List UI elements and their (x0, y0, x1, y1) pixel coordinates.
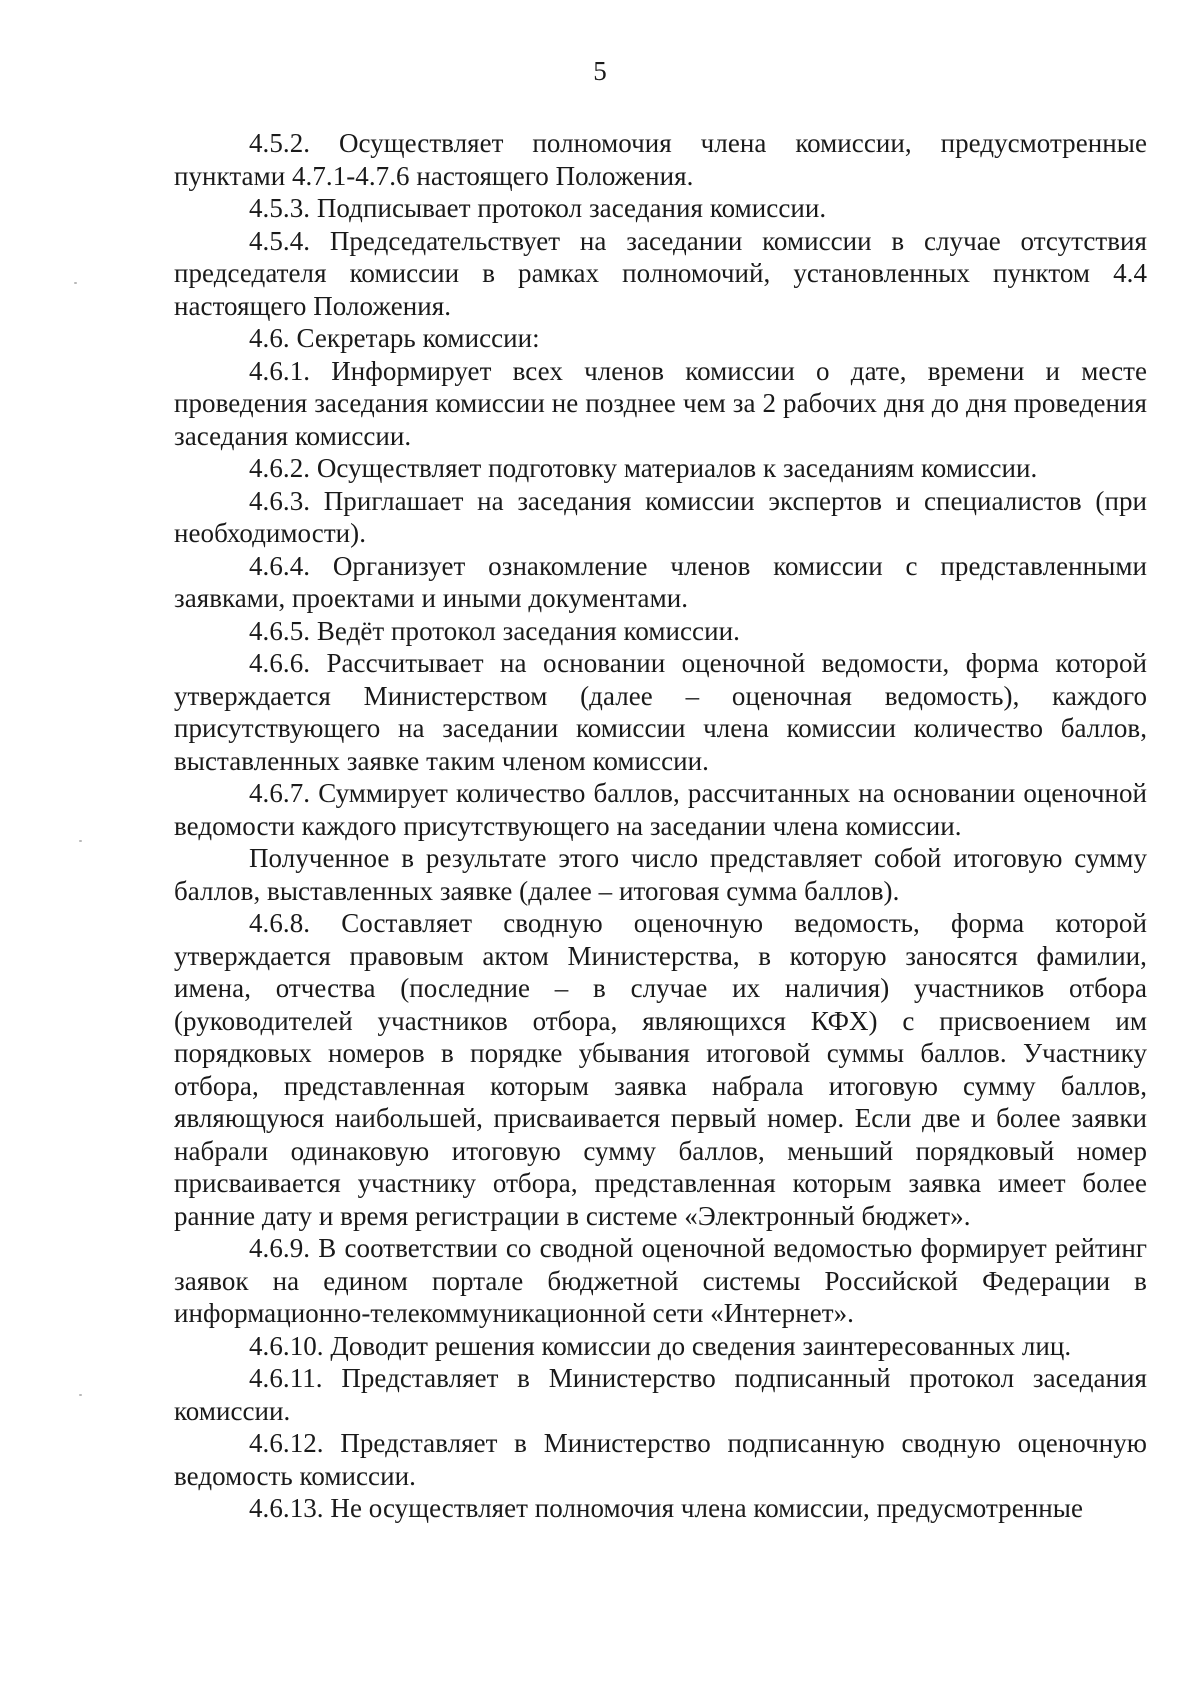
paragraph-4-6-5: 4.6.5. Ведёт протокол заседания комиссии. (249, 615, 740, 646)
paragraph-4-5-4: 4.5.4. Председательствует на заседании комиссии в случае отсутствия председателя комиссии в рамках полномочий, установленных пунктом 4.4 настоящего Положения. (174, 225, 1147, 321)
paragraph-4-6-6: 4.6.6. Рассчитывает на основании оценочной ведомости, форма которой утверждается Министерством (далее – оценочная ведомость), каждого присутствующего на заседании комиссии члена комиссии количество баллов, выставленных заявке таким членом комиссии. (174, 648, 1147, 776)
scan-speck (79, 1394, 82, 1396)
paragraph-4-6-7: 4.6.7. Суммирует количество баллов, рассчитанных на основании оценочной ведомости каждого присутствующего на заседании члена комиссии. (174, 778, 1147, 841)
paragraph-4-6-2: 4.6.2. Осуществляет подготовку материалов к заседаниям комиссии. (249, 453, 1038, 483)
paragraph-4-6-1: 4.6.1. Информирует всех членов комиссии о дате, времени и месте проведения заседания комиссии не позднее чем за 2 рабочих дня до дня проведения заседания комиссии. (174, 355, 1147, 451)
document-body (174, 127, 1147, 1525)
paragraph-4-6-11: 4.6.11. Представляет в Министерство подписанный протокол заседания комиссии. (174, 1363, 1147, 1426)
paragraph-4-6-9: 4.6.9. В соответствии со сводной оценочной ведомостью формирует рейтинг заявок на едином портале бюджетной системы Российской Федерации в информационно-телекоммуникационной сети «Интернет». (174, 1233, 1147, 1328)
paragraph-4-5-3: 4.5.3. Подписывает протокол заседания комиссии. (249, 193, 827, 223)
scan-speck (74, 282, 77, 284)
paragraph-4-6: 4.6. Секретарь комиссии: (249, 323, 540, 353)
page-number: 5 (593, 56, 607, 86)
paragraph-4-5-2: 4.5.2. Осуществляет полномочия члена комиссии, предусмотренные пунктами 4.7.1-4.7.6 настоящего Положения. (174, 128, 1147, 191)
scan-speck (79, 840, 82, 842)
paragraph-4-6-12: 4.6.12. Представляет в Министерство подписанную сводную оценочную ведомость комиссии. (174, 1428, 1147, 1491)
paragraph-4-6-3: 4.6.3. Приглашает на заседания комиссии экспертов и специалистов (при необходимости). (174, 485, 1147, 548)
paragraph-4-6-10: 4.6.10. Доводит решения комиссии до сведения заинтересованных лиц. (249, 1330, 1072, 1361)
paragraph-4-6-7-continuation: Полученное в результате этого число представляет собой итоговую сумму баллов, выставленных заявке (далее – итоговая сумма баллов). (174, 843, 1147, 906)
paragraph-4-6-8: 4.6.8. Составляет сводную оценочную ведомость, форма которой утверждается правовым актом Министерства, в которую заносятся фамилии, имена, отчества (последние – в случае их наличия) участников отбора (руководителей участников отбора, являющихся КФХ) с присвоением им порядковых номеров в порядке убывания итоговой суммы баллов. Участнику отбора, представленная которым заявка набрала итоговую сумму баллов, являющуюся наибольшей, присваивается первый номер. Если две и более заявки набрали одинаковую итоговую сумму баллов, меньший порядковый номер присваивается участнику отбора, представленная которым заявка имеет более ранние дату и время регистрации в системе «Электронный бюджет». (174, 908, 1147, 1231)
paragraph-4-6-13: 4.6.13. Не осуществляет полномочия члена комиссии, предусмотренные (249, 1493, 1083, 1523)
paragraph-4-6-4: 4.6.4. Организует ознакомление членов комиссии с представленными заявками, проектами и иными документами. (174, 550, 1147, 613)
